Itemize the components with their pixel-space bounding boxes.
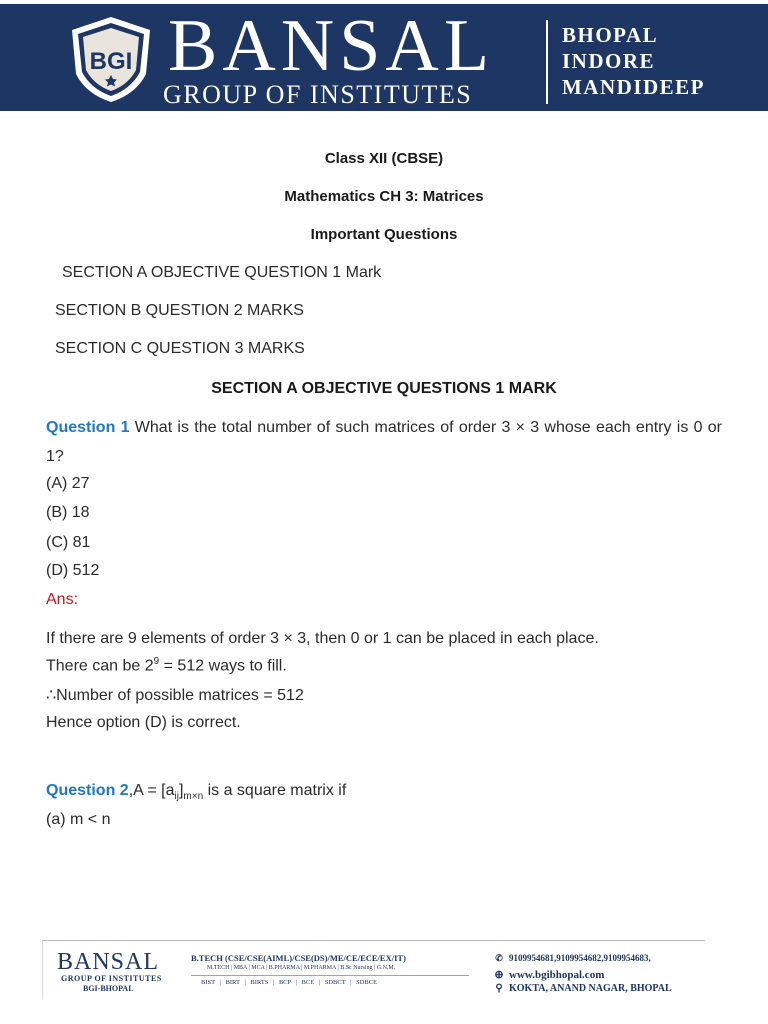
footer-address: KOKTA, ANAND NAGAR, BHOPAL	[509, 983, 672, 994]
city-indore: INDORE	[562, 49, 656, 73]
footer-website-row	[493, 968, 604, 981]
question-2-sub-mxn: m×n	[183, 791, 204, 803]
question-2-text-post: is a square matrix if	[203, 782, 347, 799]
question-1-text: What is the total number of such matrices of order 3 × 3 whose each entry is 0 or 1?	[46, 419, 722, 465]
footer-phone-row	[493, 953, 651, 964]
city-mandideep: MANDIDEEP	[562, 75, 705, 99]
q1-solution-line-2	[46, 656, 287, 675]
q1-option-b: (B) 18	[46, 504, 90, 521]
location-pin-icon: ⚲	[495, 983, 503, 994]
q1-solution-line-2-pre: There can be 2	[46, 657, 154, 675]
globe-icon: ⊕	[494, 969, 504, 981]
question-2-text-pre: ,A = [a	[128, 782, 175, 799]
footer-courses: B.TECH (CSE/CSE(AIML)/CSE(DS)/ME/CE/ECE/EX/IT)	[191, 953, 406, 963]
footer-brand: BANSAL	[57, 949, 160, 975]
section-a-heading: SECTION A OBJECTIVE QUESTIONS 1 MARK	[211, 380, 557, 397]
q2-option-a: (a) m < n	[46, 811, 111, 828]
footer-phone: 9109954681,9109954682,9109954683,	[509, 953, 651, 963]
question-1-label: Question 1	[46, 419, 130, 436]
header-banner	[0, 4, 768, 111]
brand-name: BANSAL	[168, 5, 495, 87]
question-2	[46, 782, 346, 802]
q1-option-d: (D) 512	[46, 562, 100, 579]
city-list	[562, 22, 705, 100]
city-bhopal: BHOPAL	[562, 23, 659, 47]
header-divider	[546, 20, 548, 104]
question-1	[46, 413, 722, 471]
q1-option-c: (C) 81	[46, 534, 91, 551]
important-title: Important Questions	[310, 226, 458, 243]
subject-title: Mathematics CH 3: Matrices	[284, 188, 484, 205]
footer-address-row	[493, 983, 672, 994]
section-a-item: SECTION A OBJECTIVE QUESTION 1 Mark	[62, 264, 382, 281]
q1-answer-label: Ans:	[46, 591, 79, 608]
footer-colleges: BIST | BIRT | BIRTS | BCP | BCE | SDBCT | SDBCE	[201, 979, 378, 986]
footer-brand-city: BGI-BHOPAL	[83, 984, 134, 993]
q1-solution-line-1: If there are 9 elements of order 3 × 3, then 0 or 1 can be placed in each place.	[46, 630, 599, 647]
phone-icon: ✆	[495, 953, 503, 963]
footer-separator	[191, 975, 469, 976]
footer-website[interactable]: www.bgibhopal.com	[509, 969, 605, 981]
q1-option-a: (A) 27	[46, 475, 90, 492]
brand-subtitle: GROUP OF INSTITUTES	[163, 80, 473, 109]
question-2-sub-ij: ij	[174, 791, 179, 803]
section-b-item: SECTION B QUESTION 2 MARKS	[55, 302, 304, 319]
class-title: Class XII (CBSE)	[324, 150, 444, 167]
q1-solution-line-2-post: = 512 ways to fill.	[159, 657, 287, 675]
q1-solution-exponent: 9	[153, 656, 160, 667]
q1-solution-line-4: Hence option (D) is correct.	[46, 714, 241, 731]
question-2-text-mid: ]	[178, 782, 184, 799]
svg-text:BGI: BGI	[89, 48, 133, 75]
footer-brand-subtitle: GROUP OF INSTITUTES	[61, 974, 162, 983]
bgi-shield-logo	[66, 14, 156, 104]
footer-banner	[42, 940, 705, 999]
footer-courses-minor: M.TECH | MBA | MCA | B.PHARMA | M.PHARMA | B.Sc Nursing | G.N.M.	[207, 965, 396, 971]
q1-solution-line-3: ∴Number of possible matrices = 512	[46, 687, 304, 704]
section-c-item: SECTION C QUESTION 3 MARKS	[55, 340, 305, 357]
question-2-label: Question 2	[46, 782, 129, 799]
